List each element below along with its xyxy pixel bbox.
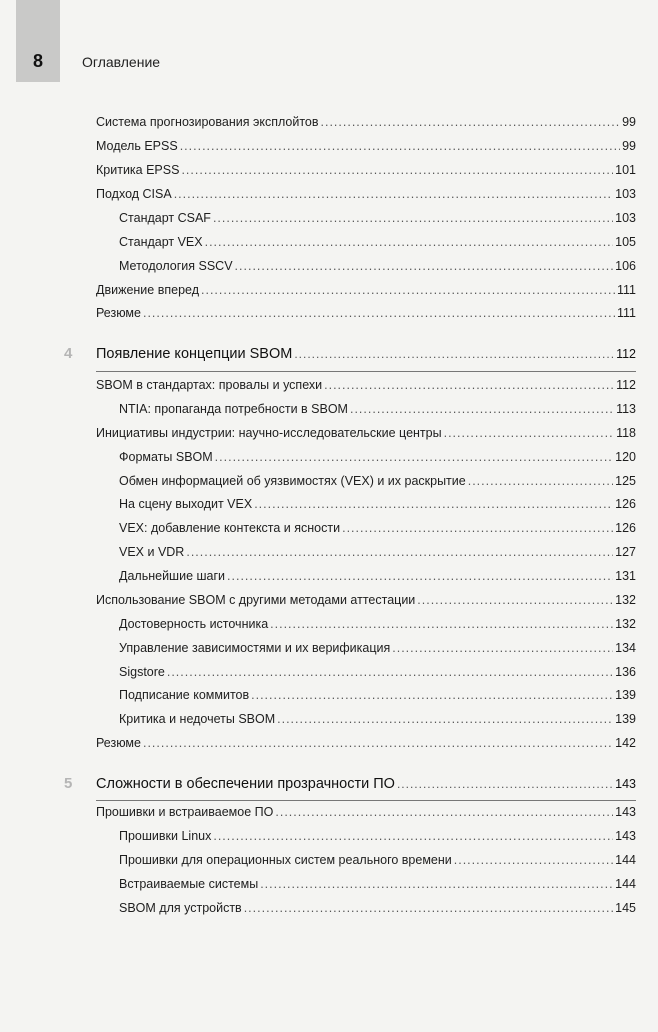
- toc-subentry[interactable]: [119, 211, 636, 231]
- toc-entry-page: 105: [615, 235, 636, 249]
- toc-subentry[interactable]: [119, 521, 636, 541]
- toc-entry[interactable]: [96, 163, 636, 183]
- toc-entry-title: Использование SBOM с другими методами аттестации: [96, 593, 416, 607]
- toc-entry-page: 101: [615, 163, 636, 177]
- dot-leader: [205, 235, 614, 249]
- toc-entry-title: Управление зависимостями и их верификация: [119, 641, 391, 655]
- dot-leader: [275, 805, 613, 819]
- toc-entry-page: 126: [615, 497, 636, 511]
- toc-entry-page: 103: [615, 211, 636, 225]
- toc-entry-page: 139: [615, 712, 636, 726]
- dot-leader: [392, 641, 613, 655]
- toc-entry-page: 142: [615, 736, 636, 750]
- chapter-rule: [96, 371, 636, 372]
- toc-entry-title: SBOM для устройств: [119, 901, 242, 915]
- chapter-page: 143: [615, 777, 636, 791]
- toc-entry-page: 145: [615, 901, 636, 915]
- toc-entry-page: 136: [615, 665, 636, 679]
- toc-entry-page: 103: [615, 187, 636, 201]
- chapter-number: 4: [64, 345, 73, 362]
- toc-entry-page: 131: [615, 569, 636, 583]
- dot-leader: [444, 426, 614, 440]
- toc-entry-page: 112: [616, 378, 636, 392]
- dot-leader: [235, 259, 614, 273]
- toc-subentry[interactable]: [119, 853, 636, 873]
- toc-entry-page: 99: [622, 115, 636, 129]
- chapter-entry[interactable]: [64, 345, 636, 367]
- toc-entry[interactable]: [96, 115, 636, 135]
- toc-entry-title: Sigstore: [119, 665, 165, 679]
- toc-entry-title: Дальнейшие шаги: [119, 569, 226, 583]
- dot-leader: [186, 545, 613, 559]
- toc-subentry[interactable]: [119, 901, 636, 921]
- dot-leader: [270, 617, 613, 631]
- toc-entry-title: SBOM в стандартах: провалы и успехи: [96, 378, 323, 392]
- page-number: 8: [32, 51, 43, 71]
- dot-leader: [213, 211, 613, 225]
- chapter-rule: [96, 800, 636, 801]
- toc-entry-page: 134: [615, 641, 636, 655]
- toc-subentry[interactable]: [119, 712, 636, 732]
- toc-subentry[interactable]: [119, 259, 636, 279]
- toc-entry-page: 99: [622, 139, 636, 153]
- toc-entry-page: 126: [615, 521, 636, 535]
- dot-leader: [324, 378, 614, 392]
- dot-leader: [397, 777, 613, 791]
- toc-entry-title: Критика EPSS: [96, 163, 180, 177]
- toc-subentry[interactable]: [119, 665, 636, 685]
- toc-entry-title: Подход CISA: [96, 187, 172, 201]
- dot-leader: [215, 450, 613, 464]
- dot-leader: [468, 474, 613, 488]
- toc-entry-title: VEX и VDR: [119, 545, 185, 559]
- dot-leader: [227, 569, 613, 583]
- toc-entry-page: 143: [615, 805, 636, 819]
- dot-leader: [213, 829, 613, 843]
- toc-entry-page: 144: [615, 877, 636, 891]
- toc-subentry[interactable]: [119, 569, 636, 589]
- toc-entry[interactable]: [96, 306, 636, 326]
- toc-entry-page: 132: [615, 617, 636, 631]
- toc-subentry[interactable]: [119, 497, 636, 517]
- dot-leader: [260, 877, 613, 891]
- chapter-page: 112: [616, 347, 636, 361]
- chapter-entry[interactable]: [64, 775, 636, 797]
- toc-subentry[interactable]: [119, 545, 636, 565]
- dot-leader: [294, 347, 614, 361]
- dot-leader: [143, 306, 615, 320]
- toc-subentry[interactable]: [119, 617, 636, 637]
- chapter-title: Появление концепции SBOM: [96, 346, 293, 362]
- toc-entry-page: 127: [615, 545, 636, 559]
- toc-entry-title: Инициативы индустрии: научно-исследовательские центры: [96, 426, 442, 440]
- toc-entry-title: Встраиваемые системы: [119, 877, 259, 891]
- toc-entry-title: NTIA: пропаганда потребности в SBOM: [119, 402, 348, 416]
- dot-leader: [254, 497, 613, 511]
- toc-entry-title: Система прогнозирования эксплойтов: [96, 115, 319, 129]
- toc-entry-page: 120: [615, 450, 636, 464]
- toc-subentry[interactable]: [119, 688, 636, 708]
- toc-entry-title: Критика и недочеты SBOM: [119, 712, 276, 726]
- toc-entry-page: 118: [616, 426, 636, 440]
- toc-entry-page: 132: [615, 593, 636, 607]
- dot-leader: [180, 139, 620, 153]
- toc-entry-page: 111: [616, 283, 636, 297]
- dot-leader: [244, 901, 613, 915]
- toc-entry-title: Модель EPSS: [96, 139, 178, 153]
- dot-leader: [174, 187, 613, 201]
- toc-subentry[interactable]: [119, 402, 636, 422]
- dot-leader: [181, 163, 613, 177]
- toc-entry-title: Методология SSCV: [119, 259, 233, 273]
- toc-subentry[interactable]: [119, 474, 636, 494]
- dot-leader: [321, 115, 621, 129]
- toc-entry-title: Движение вперед: [96, 283, 199, 297]
- toc-entry[interactable]: [96, 736, 636, 756]
- toc-entry-page: 113: [616, 402, 636, 416]
- chapter-number: 5: [64, 775, 73, 792]
- toc-entry-title: Прошивки для операционных систем реального времени: [119, 853, 452, 867]
- toc-subentry[interactable]: [119, 877, 636, 897]
- chapter-title: Сложности в обеспечении прозрачности ПО: [96, 776, 395, 792]
- toc-subentry[interactable]: [119, 829, 636, 849]
- toc-subentry[interactable]: [119, 235, 636, 255]
- dot-leader: [350, 402, 614, 416]
- toc-entry[interactable]: [96, 378, 636, 398]
- dot-leader: [454, 853, 613, 867]
- dot-leader: [277, 712, 613, 726]
- toc-entry[interactable]: [96, 187, 636, 207]
- dot-leader: [251, 688, 613, 702]
- toc-entry-title: Форматы SBOM: [119, 450, 213, 464]
- toc-entry-title: VEX: добавление контекста и ясности: [119, 521, 341, 535]
- toc-entry-title: Резюме: [96, 736, 141, 750]
- toc-entry-page: 106: [615, 259, 636, 273]
- toc-entry-title: Прошивки Linux: [119, 829, 212, 843]
- toc-entry-page: 125: [615, 474, 636, 488]
- dot-leader: [167, 665, 613, 679]
- toc-entry-page: 111: [616, 306, 636, 320]
- toc-entry-title: Стандарт CSAF: [119, 211, 211, 225]
- dot-leader: [201, 283, 615, 297]
- toc-entry-title: Стандарт VEX: [119, 235, 203, 249]
- toc-subentry[interactable]: [119, 641, 636, 661]
- toc-entry-title: Достоверность источника: [119, 617, 269, 631]
- toc-entry[interactable]: [96, 139, 636, 159]
- dot-leader: [143, 736, 613, 750]
- toc-entry[interactable]: [96, 593, 636, 613]
- toc-subentry[interactable]: [119, 450, 636, 470]
- toc-entry-page: 143: [615, 829, 636, 843]
- toc-entry[interactable]: [96, 805, 636, 825]
- running-head: Оглавление: [82, 54, 161, 70]
- toc-entry-page: 144: [615, 853, 636, 867]
- toc-entry-page: 139: [615, 688, 636, 702]
- toc-entry[interactable]: [96, 283, 636, 303]
- toc-entry-title: Обмен информацией об уязвимостях (VEX) и их раскрытие: [119, 474, 466, 488]
- dot-leader: [417, 593, 613, 607]
- dot-leader: [342, 521, 613, 535]
- toc-entry-title: На сцену выходит VEX: [119, 497, 253, 511]
- toc-entry-title: Резюме: [96, 306, 141, 320]
- toc-entry-title: Прошивки и встраиваемое ПО: [96, 805, 274, 819]
- toc-entry[interactable]: [96, 426, 636, 446]
- toc-entry-title: Подписание коммитов: [119, 688, 250, 702]
- page-number-tab: [16, 0, 60, 82]
